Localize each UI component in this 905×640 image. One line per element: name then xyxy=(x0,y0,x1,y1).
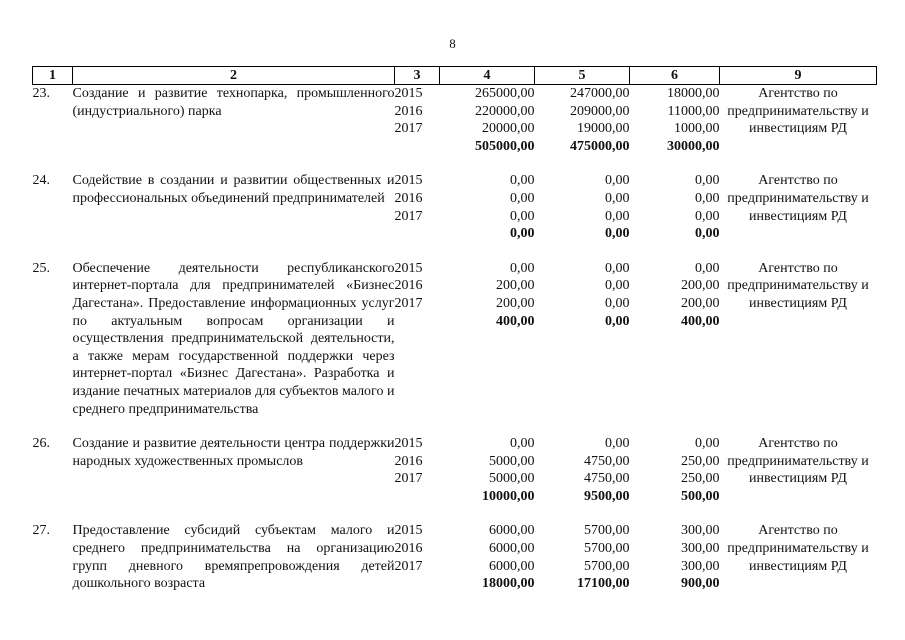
year: 2017 xyxy=(394,208,423,224)
row-agency: Агентство по предпринимательству и инвестициям РД xyxy=(727,523,869,574)
amount-total: 400,00 xyxy=(681,313,720,329)
header-col-2: 2 xyxy=(73,67,395,85)
amount: 250,00 xyxy=(681,453,720,469)
year: 2015 xyxy=(394,436,423,452)
amount-total: 10000,00 xyxy=(482,488,535,504)
amount: 209000,00 xyxy=(570,103,630,119)
amount: 4750,00 xyxy=(584,471,630,487)
amount: 265000,00 xyxy=(475,86,535,101)
amount: 6000,00 xyxy=(489,541,535,557)
col4-values xyxy=(440,85,535,156)
amount: 4750,00 xyxy=(584,453,630,469)
amount-total: 17100,00 xyxy=(577,576,630,592)
amount-total: 505000,00 xyxy=(475,138,535,154)
amount: 0,00 xyxy=(510,208,535,224)
table-row xyxy=(33,435,877,505)
table-row xyxy=(33,260,877,418)
amount: 5000,00 xyxy=(489,471,535,487)
amount: 5700,00 xyxy=(584,558,630,574)
amount: 0,00 xyxy=(695,260,720,276)
year: 2016 xyxy=(394,103,423,119)
row-number: 26. xyxy=(32,436,50,452)
col5-values xyxy=(535,522,630,592)
amount: 1000,00 xyxy=(674,121,720,137)
row-agency: Агентство по предпринимательству и инвестициям РД xyxy=(727,173,869,224)
table-row xyxy=(33,522,877,592)
amount: 200,00 xyxy=(496,278,535,294)
year: 2015 xyxy=(394,173,423,189)
header-col-5: 5 xyxy=(535,67,630,85)
amount-total: 0,00 xyxy=(605,226,630,242)
amount: 5700,00 xyxy=(584,541,630,557)
row-years xyxy=(395,435,440,505)
year: 2016 xyxy=(394,453,423,469)
year: 2017 xyxy=(394,121,423,137)
amount: 18000,00 xyxy=(667,86,720,101)
amount: 200,00 xyxy=(496,295,535,311)
amount: 0,00 xyxy=(605,190,630,206)
amount: 0,00 xyxy=(605,208,630,224)
row-description: Содействие в создании и развитии общественных и профессиональных объединений предпринимателей xyxy=(72,173,395,206)
year: 2017 xyxy=(394,558,423,574)
amount: 0,00 xyxy=(605,173,630,189)
amount: 300,00 xyxy=(681,558,720,574)
year: 2016 xyxy=(394,278,423,294)
amount: 0,00 xyxy=(605,260,630,276)
amount: 220000,00 xyxy=(475,103,535,119)
table-row xyxy=(33,85,877,156)
year: 2015 xyxy=(394,86,423,101)
header-row xyxy=(33,67,877,85)
col5-values xyxy=(535,172,630,242)
amount: 0,00 xyxy=(695,173,720,189)
amount: 247000,00 xyxy=(570,86,630,101)
header-col-9: 9 xyxy=(720,67,877,85)
amount: 5000,00 xyxy=(489,453,535,469)
col6-values xyxy=(630,172,720,242)
col6-values xyxy=(630,522,720,592)
amount-total: 900,00 xyxy=(681,576,720,592)
amount: 300,00 xyxy=(681,523,720,539)
amount: 6000,00 xyxy=(489,558,535,574)
amount: 200,00 xyxy=(681,278,720,294)
amount: 5700,00 xyxy=(584,523,630,539)
row-agency: Агентство по предпринимательству и инвестициям РД xyxy=(727,260,869,311)
row-number: 23. xyxy=(32,86,50,101)
header-col-3: 3 xyxy=(395,67,440,85)
amount-total: 475000,00 xyxy=(570,138,630,154)
amount: 0,00 xyxy=(510,436,535,452)
amount: 6000,00 xyxy=(489,523,535,539)
amount-total: 500,00 xyxy=(681,488,720,504)
row-description: Создание и развитие деятельности центра поддержки народных художественных промыслов xyxy=(72,436,395,469)
row-years xyxy=(395,172,440,242)
col4-values xyxy=(440,260,535,418)
row-years xyxy=(395,522,440,592)
header-col-1: 1 xyxy=(33,67,73,85)
row-years xyxy=(395,260,440,418)
amount: 0,00 xyxy=(605,278,630,294)
row-years xyxy=(395,85,440,156)
amount: 0,00 xyxy=(510,260,535,276)
year: 2017 xyxy=(394,471,423,487)
year: 2015 xyxy=(394,523,423,539)
program-table xyxy=(32,66,877,593)
col4-values xyxy=(440,435,535,505)
year: 2016 xyxy=(394,190,423,206)
col4-values xyxy=(440,522,535,592)
row-number: 24. xyxy=(32,173,50,189)
header-col-4: 4 xyxy=(440,67,535,85)
year: 2015 xyxy=(394,260,423,276)
amount-total: 30000,00 xyxy=(667,138,720,154)
year: 2016 xyxy=(394,541,423,557)
col5-values xyxy=(535,85,630,156)
row-number: 27. xyxy=(32,523,50,539)
col6-values xyxy=(630,85,720,156)
amount-total: 0,00 xyxy=(605,313,630,329)
col5-values xyxy=(535,435,630,505)
table-row xyxy=(33,172,877,242)
row-agency: Агентство по предпринимательству и инвестициям РД xyxy=(727,436,869,487)
amount: 0,00 xyxy=(695,190,720,206)
amount-total: 0,00 xyxy=(695,226,720,242)
row-number: 25. xyxy=(32,260,50,276)
amount: 19000,00 xyxy=(577,121,630,137)
amount-total: 9500,00 xyxy=(584,488,630,504)
col5-values xyxy=(535,260,630,418)
amount: 11000,00 xyxy=(667,103,720,119)
amount: 0,00 xyxy=(605,295,630,311)
row-agency: Агентство по предпринимательству и инвестициям РД xyxy=(727,86,869,137)
amount: 200,00 xyxy=(681,295,720,311)
col6-values xyxy=(630,260,720,418)
amount: 300,00 xyxy=(681,541,720,557)
amount: 250,00 xyxy=(681,471,720,487)
row-description: Предоставление субсидий субъектам малого и среднего предпринимательства на организацию групп дневного времяпрепровождения детей дошкольного возраста xyxy=(72,523,395,592)
col4-values xyxy=(440,172,535,242)
amount: 0,00 xyxy=(510,173,535,189)
amount-total: 400,00 xyxy=(496,313,535,329)
amount-total: 0,00 xyxy=(510,226,535,242)
col6-values xyxy=(630,435,720,505)
page-number: 8 xyxy=(449,36,456,51)
amount: 0,00 xyxy=(695,436,720,452)
header-col-6: 6 xyxy=(630,67,720,85)
amount: 0,00 xyxy=(695,208,720,224)
amount: 20000,00 xyxy=(482,121,535,137)
row-description: Обеспечение деятельности республиканского интернет-портала для предпринимателей «Бизнес Дагестана». Предоставление информационных услуг по актуальным вопросам организации и осуществления предпринимательской деятельности, а также мерам государственной поддержки через интернет-портал «Бизнес Дагестана». Разработка и издание печатных материалов для субъектов малого и среднего предпринимательства xyxy=(72,260,395,417)
row-description: Создание и развитие технопарка, промышленного (индустриального) парка xyxy=(72,86,395,119)
year: 2017 xyxy=(394,295,423,311)
amount-total: 18000,00 xyxy=(482,576,535,592)
amount: 0,00 xyxy=(510,190,535,206)
amount: 0,00 xyxy=(605,436,630,452)
